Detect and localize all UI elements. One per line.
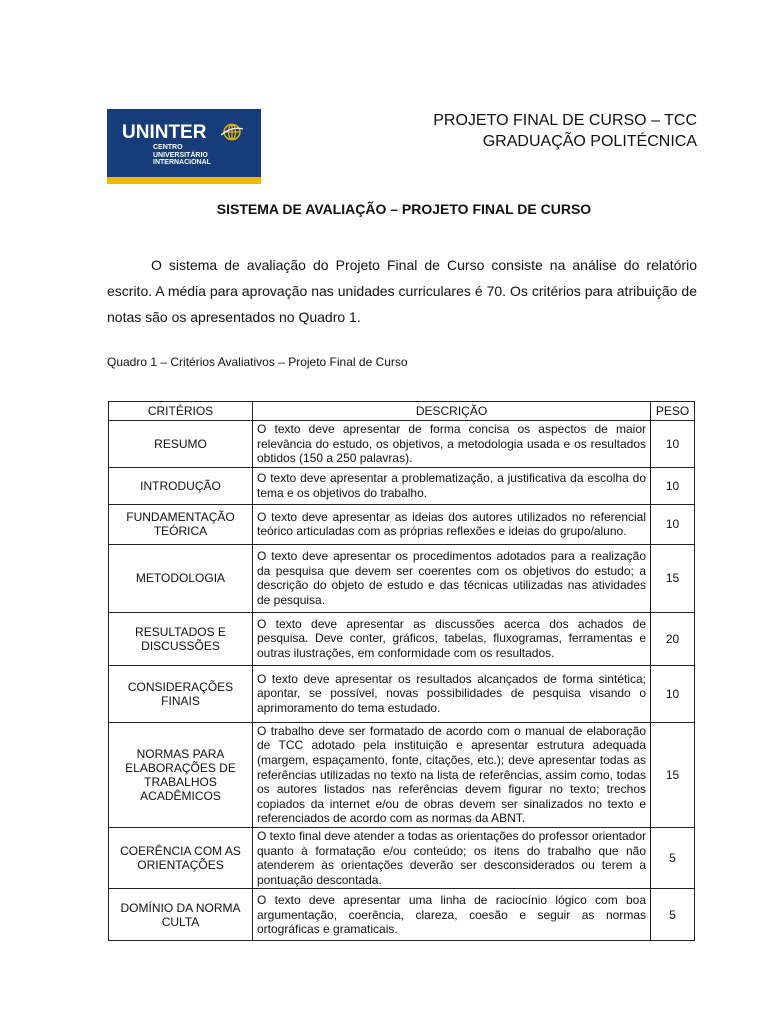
header-line-1: PROJETO FINAL DE CURSO – TCC xyxy=(433,112,697,129)
table-row xyxy=(109,889,695,941)
description-cell: O texto final deve atender a todas as orientações do professor orientador quanto à formatação e/ou conteúdo; os itens do trabalho que não atenderem às orientações deverão ser desconsiderados ou terem a pontuação descontada. xyxy=(253,827,651,888)
criterion-cell: CONSIDERAÇÕES FINAIS xyxy=(109,665,253,722)
description-cell: O texto deve apresentar as discussões acerca dos achados de pesquisa. Deve conter, gráficos, tabelas, fluxogramas, ferramentas e outras ilustrações, em conformidade com os resultados. xyxy=(253,612,651,665)
weight-cell: 10 xyxy=(651,421,695,468)
criterion-cell: FUNDAMENTAÇÃO TEÓRICA xyxy=(109,504,253,544)
weight-cell: 10 xyxy=(651,467,695,504)
weight-cell: 5 xyxy=(651,827,695,888)
table-row xyxy=(109,467,695,504)
weight-cell: 5 xyxy=(651,889,695,941)
criterion-cell: DOMÍNIO DA NORMA CULTA xyxy=(109,889,253,941)
intro-paragraph: O sistema de avaliação do Projeto Final de Curso consiste na análise do relatório escrito. A média para aprovação nas unidades curriculares é 70. Os critérios para atribuição de notas são os apresentados no Quadro 1. xyxy=(107,257,697,325)
logo-wordmark: UNINTER xyxy=(122,122,207,143)
document-title: SISTEMA DE AVALIAÇÃO – PROJETO FINAL DE CURSO xyxy=(216,201,592,217)
weight-cell: 15 xyxy=(651,722,695,827)
table-row xyxy=(109,827,695,888)
description-cell: O texto deve apresentar uma linha de raciocínio lógico com boa argumentação, coerência, clareza, coesão e seguir as normas ortográficas e gramaticais. xyxy=(253,889,651,941)
table-header-row xyxy=(109,402,695,421)
table-caption: Quadro 1 – Critérios Avaliativos – Projeto Final de Curso xyxy=(107,355,408,369)
header-line-2: GRADUAÇÃO POLITÉCNICA xyxy=(482,133,697,150)
criterion-cell: INTRODUÇÃO xyxy=(109,467,253,504)
description-cell: O texto deve apresentar a problematização, a justificativa da escolha do tema e os objetivos do trabalho. xyxy=(253,467,651,504)
header-descricao: DESCRIÇÃO xyxy=(253,402,651,421)
document-header xyxy=(433,110,697,152)
description-cell: O texto deve apresentar de forma concisa os aspectos de maior relevância do estudo, os objetivos, a metodologia usada e os resultados obtidos (150 a 250 palavras). xyxy=(253,421,651,468)
criterion-cell: COERÊNCIA COM AS ORIENTAÇÕES xyxy=(109,827,253,888)
criteria-table xyxy=(108,401,695,941)
weight-cell: 20 xyxy=(651,612,695,665)
logo-subtitle: CENTRO UNIVERSITÁRIO INTERNACIONAL xyxy=(153,144,211,167)
weight-cell: 10 xyxy=(651,665,695,722)
table-row xyxy=(109,421,695,468)
description-cell: O texto deve apresentar os resultados alcançados de forma sintética; apontar, se possível, novas possibilidades de pesquisa visando o aprimoramento do tema estudado. xyxy=(253,665,651,722)
criterion-cell: NORMAS PARA ELABORAÇÕES DE TRABALHOS ACADÊMICOS xyxy=(109,722,253,827)
table-row xyxy=(109,612,695,665)
table-row xyxy=(109,722,695,827)
description-cell: O texto deve apresentar as ideias dos autores utilizados no referencial teórico articuladas com as próprias reflexões e ideias do grupo/aluno. xyxy=(253,504,651,544)
logo-accent-bar xyxy=(107,177,261,184)
table-row xyxy=(109,544,695,612)
criterion-cell: METODOLOGIA xyxy=(109,544,253,612)
weight-cell: 15 xyxy=(651,544,695,612)
table-row xyxy=(109,504,695,544)
weight-cell: 10 xyxy=(651,504,695,544)
criterion-cell: RESULTADOS E DISCUSSÕES xyxy=(109,612,253,665)
criterion-cell: RESUMO xyxy=(109,421,253,468)
institution-logo xyxy=(107,109,261,184)
description-cell: O trabalho deve ser formatado de acordo com o manual de elaboração de TCC adotado pela instituição e apresentar estrutura adequada (margem, espaçamento, fonte, citações, etc.); deve apresentar todas as referências utilizadas no texto na lista de referências, assim como, todas os autores listados nas referências devem figurar no texto; trechos copiados da internet e/ou de obras devem ser sinalizados no texto e referenciados de acordo com as normas da ABNT. xyxy=(253,722,651,827)
header-criterios: CRITÉRIOS xyxy=(109,402,253,421)
globe-icon xyxy=(221,123,243,141)
header-peso: PESO xyxy=(651,402,695,421)
description-cell: O texto deve apresentar os procedimentos adotados para a realização da pesquisa que devem ser coerentes com os objetivos do estudo; a descrição do objeto de estudo e das técnicas utilizadas nas atividades de pesquisa. xyxy=(253,544,651,612)
table-row xyxy=(109,665,695,722)
